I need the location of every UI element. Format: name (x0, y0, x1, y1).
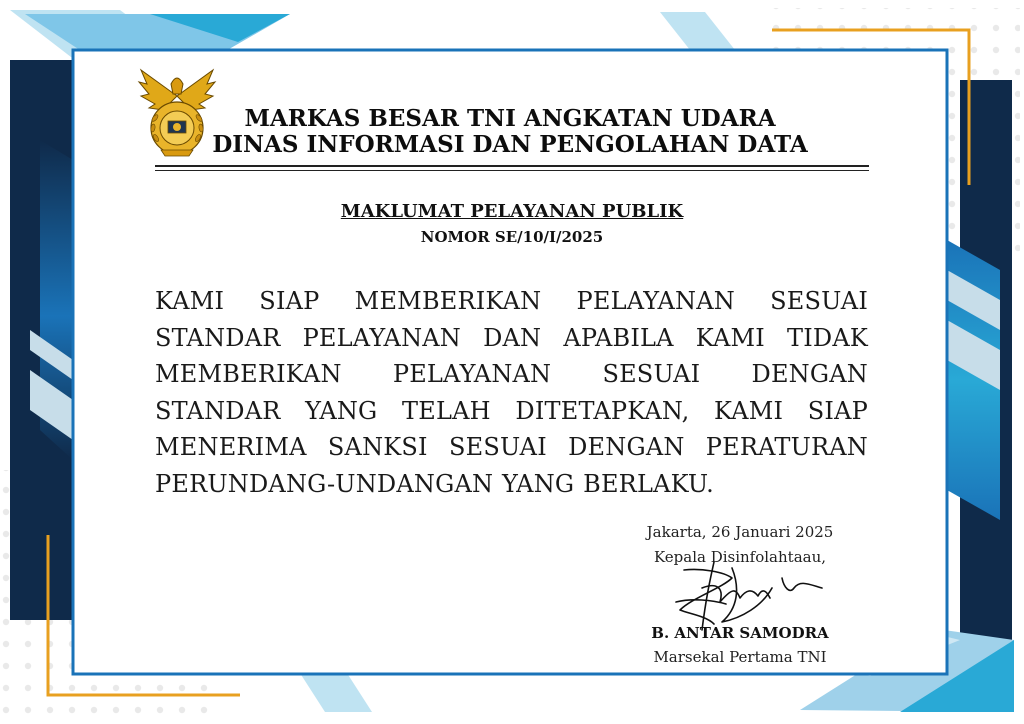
signatory-name: B. ANTAR SAMODRA (651, 624, 829, 642)
header-divider-thick (155, 165, 869, 167)
organization-header (200, 106, 820, 158)
document-body: KAMI SIAP MEMBERIKAN PELAYANAN SESUAI STANDAR PELAYANAN DAN APABILA KAMI TIDAK MEMBERIKAN PELAYANAN SESUAI DENGAN STANDAR YANG TELAH DITETAPKAN, KAMI SIAP MENERIMA SANKSI SESUAI DENGAN PERATURAN PERUNDANG-UNDANGAN YANG BERLAKU. (155, 287, 868, 498)
signatory-position: Kepala Disinfolahtaau, (653, 548, 827, 566)
shape-bottom-left-light (298, 670, 372, 712)
place-date: Jakarta, 26 Januari 2025 (646, 523, 834, 541)
document-title-wrapper (155, 201, 869, 222)
unit-name: DINAS INFORMASI DAN PENGOLAHAN DATA (212, 131, 808, 158)
signatory-rank: Marsekal Pertama TNI (653, 648, 827, 666)
shape-top-right-light (660, 12, 735, 50)
document-number: NOMOR SE/10/I/2025 (420, 228, 604, 246)
organization-name: MARKAS BESAR TNI ANGKATAN UDARA (244, 105, 776, 132)
document-title: MAKLUMAT PELAYANAN PUBLIK (340, 201, 684, 222)
header-divider-thin (155, 170, 869, 171)
